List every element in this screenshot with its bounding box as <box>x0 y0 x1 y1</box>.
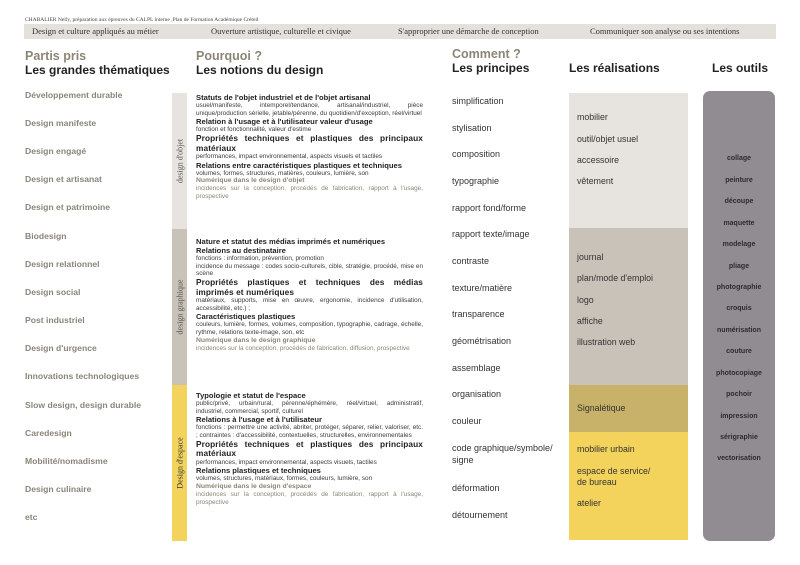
notion-detail: fonctions : permettre une activité, abriter, protéger, séparer, relier, valoriser, etc. ; contraintes : d'accessibilité, contextuelles, structurelles, environnementales <box>196 424 423 440</box>
notions-design-graphique <box>196 237 423 352</box>
strip-design-espace <box>172 385 187 541</box>
tool-item: modelage <box>722 241 756 248</box>
competency-band <box>24 24 776 39</box>
realisations-graphique <box>569 228 688 385</box>
tool-item: impression <box>720 413 758 420</box>
realisation-item: mobilier urbain <box>577 444 635 454</box>
realisation-item: atelier <box>577 498 601 508</box>
realisation-item: affiche <box>577 316 603 326</box>
principle-item: contraste <box>452 256 490 266</box>
header-notions-kicker: Pourquoi ? <box>196 49 262 63</box>
header-themes <box>25 49 170 77</box>
realisation-item: Signalétique <box>577 403 626 413</box>
notion-heading: Caractéristiques plastiques <box>196 312 296 322</box>
notion-heading: Relations entre caractéristiques plastiques et techniques <box>196 160 402 170</box>
theme-item: Design manifeste <box>25 118 97 128</box>
notion-detail: usuel/manifeste, intemporel/tendance, artisanal/industriel, pièce unique/production sérielle, jetable/pérenne, du quotidien/d'exception, réel/virtuel <box>196 102 423 117</box>
notion-heading: Typologie et statut de l'espace <box>196 391 306 400</box>
header-themes-kicker: Partis pris <box>25 49 87 63</box>
theme-item: Design et artisanat <box>25 174 102 184</box>
notion-detail: fonctions : information, prévention, promotion <box>196 255 324 262</box>
header-realisations <box>569 61 660 75</box>
notion-heading: Relations à l'usage et à l'utilisateur <box>196 415 322 425</box>
notion-heading: Propriétés techniques et plastiques des principaux matériaux <box>196 438 423 459</box>
notion-detail: performances, impact environnemental, aspects visuels et tactiles <box>196 152 383 160</box>
realisation-item: espace de service/ de bureau <box>577 466 651 487</box>
author-credit: CHABALIER Nelly, préparation aux épreuves du CALPL interne ,Plan de Formation Académique Créteil <box>25 17 259 23</box>
header-tools-title: Les outils <box>712 61 769 75</box>
principle-item: code graphique/symbole/ signe <box>452 443 553 465</box>
realisation-item: accessoire <box>577 155 620 165</box>
realisation-item: plan/mode d'emploi <box>577 273 654 283</box>
tool-item: peinture <box>725 177 753 184</box>
tool-item: croquis <box>726 305 752 312</box>
tool-item: collage <box>726 155 752 162</box>
tool-item: sérigraphie <box>720 434 758 441</box>
tool-item: photocopiage <box>716 370 762 377</box>
tool-item: découpe <box>724 198 754 205</box>
theme-item: Design culinaire <box>25 484 92 494</box>
header-principles <box>452 47 529 75</box>
notion-heading: Nature et statut des médias imprimés et numériques <box>196 237 386 246</box>
notion-detail: fonction et fonctionnalité, valeur d'estime <box>196 126 312 134</box>
notion-detail: volumes, formes, structures, matières, couleurs, lumière, son <box>196 169 369 177</box>
notion-detail-numerique: incidences sur la conception, procédés de fabrication, diffusion, prospective <box>196 344 410 352</box>
notion-detail: public/privé, urbain/rural, pérenne/éphémère, réel/virtuel, administratif, industriel, commercial, sportif, culturel <box>196 400 423 415</box>
header-principles-title: Les principes <box>452 61 530 75</box>
notion-detail: matériaux, supports, mise en œuvre, ergonomie, incidence d'utilisation, accessibilité, etc.) ; <box>196 296 423 312</box>
tool-item: maquette <box>723 220 755 227</box>
principle-item: rapport fond/forme <box>452 203 527 213</box>
competency-3: S'approprier une démarche de conception <box>398 26 539 36</box>
realisation-item: mobilier <box>577 112 608 122</box>
label-design-espace: Design d'espace <box>175 437 184 489</box>
header-notions-title: Les notions du design <box>196 63 324 77</box>
header-tools <box>712 61 768 75</box>
theme-item: Design relationnel <box>25 259 100 269</box>
theme-item: Biodesign <box>25 231 67 241</box>
label-design-graphique: design graphique <box>175 279 184 335</box>
tool-item: numérisation <box>717 327 761 334</box>
realisation-item: logo <box>577 295 594 305</box>
strip-design-objet <box>172 93 187 229</box>
theme-item: Design d'urgence <box>25 343 97 353</box>
notion-heading-numerique: Numérique dans le design d'objet <box>196 177 305 185</box>
notion-detail-numerique: incidences sur la conception, procédés de fabrication, rapport à l'usage, prospective <box>196 185 423 201</box>
competency-1: Design et culture appliqués au métier <box>32 26 159 36</box>
tool-item: photographie <box>716 284 762 291</box>
notion-detail: couleurs, lumière, formes, volumes, composition, typographie, cadrage, échelle, rythme, relations texte-image, son, etc <box>196 321 423 337</box>
theme-item: Design et patrimoine <box>25 202 110 212</box>
tools-panel <box>703 91 775 541</box>
principle-item: typographie <box>452 176 500 186</box>
realisation-item: illustration web <box>577 337 636 347</box>
principle-item: organisation <box>452 389 502 399</box>
principle-item: géométrisation <box>452 336 512 346</box>
header-notions <box>196 49 323 77</box>
notion-heading: Relation à l'usage et à l'utilisateur valeur d'usage <box>196 117 373 127</box>
principle-item: couleur <box>452 416 482 426</box>
principle-item: déformation <box>452 483 500 493</box>
notions-design-objet <box>196 93 423 201</box>
realisation-item: vêtement <box>577 176 614 186</box>
tool-item: couture <box>726 348 752 355</box>
notion-heading: Propriétés techniques et plastiques des principaux matériaux <box>196 133 423 153</box>
principle-item: texture/matière <box>452 283 513 293</box>
theme-item: etc <box>25 512 38 522</box>
theme-item: Innovations technologiques <box>25 371 140 381</box>
notion-detail: performances, impact environnemental, aspects visuels, tactiles <box>196 458 377 466</box>
tool-item: pliage <box>728 263 750 270</box>
theme-item: Design engagé <box>25 146 87 156</box>
theme-item: Post industriel <box>25 315 85 325</box>
realisations-objet <box>569 93 688 228</box>
tool-item: vectorisation <box>717 455 761 462</box>
notion-detail: incidence du message : codes socio-culturels, cible, stratégie, procédé, mise en scène <box>196 262 423 278</box>
notion-heading: Propriétés plastiques et techniques des médias imprimés et numériques <box>196 277 423 297</box>
theme-item: Développement durable <box>25 90 123 100</box>
realisations-signaletique <box>569 385 688 432</box>
competency-4: Communiquer son analyse ou ses intentions <box>590 26 740 36</box>
header-realisations-title: Les réalisations <box>569 61 660 75</box>
notion-heading-numerique: Numérique dans le design d'espace <box>196 483 312 491</box>
theme-item: Slow design, design durable <box>25 400 142 410</box>
theme-item: Mobilité/nomadisme <box>25 456 108 466</box>
notion-heading: Relations plastiques et techniques <box>196 466 321 476</box>
header-themes-title: Les grandes thématiques <box>25 63 170 77</box>
principle-item: transparence <box>452 309 505 319</box>
principle-item: assemblage <box>452 363 501 373</box>
realisations-espace <box>569 432 688 540</box>
competency-2: Ouverture artistique, culturelle et civique <box>211 26 351 36</box>
principle-item: simplification <box>452 96 504 106</box>
principle-item: stylisation <box>452 123 492 133</box>
notion-heading: Statuts de l'objet industriel et de l'objet artisanal <box>196 93 371 102</box>
notions-design-espace <box>196 391 423 506</box>
principle-item: détournement <box>452 510 508 520</box>
realisation-item: journal <box>577 252 604 262</box>
principle-item: composition <box>452 149 501 159</box>
notion-detail: volumes, structures, matériaux, formes, couleurs, lumière, son <box>196 475 373 483</box>
notion-detail-numerique: incidences sur la conception, procédés de fabrication, rapport à l'usage, prospective <box>196 491 423 506</box>
notion-heading: Relations au destinataire <box>196 246 286 255</box>
realisation-item: outil/objet usuel <box>577 134 639 144</box>
theme-item: Caredesign <box>25 428 72 438</box>
principle-item: rapport texte/image <box>452 229 530 239</box>
tool-item: pochoir <box>726 391 752 398</box>
label-design-objet: design d'objet <box>175 138 184 184</box>
theme-item: Design social <box>25 287 81 297</box>
header-principles-kicker: Comment ? <box>452 47 521 61</box>
strip-design-graphique <box>172 229 187 385</box>
notion-heading-numerique: Numérique dans le design graphique <box>196 336 316 344</box>
